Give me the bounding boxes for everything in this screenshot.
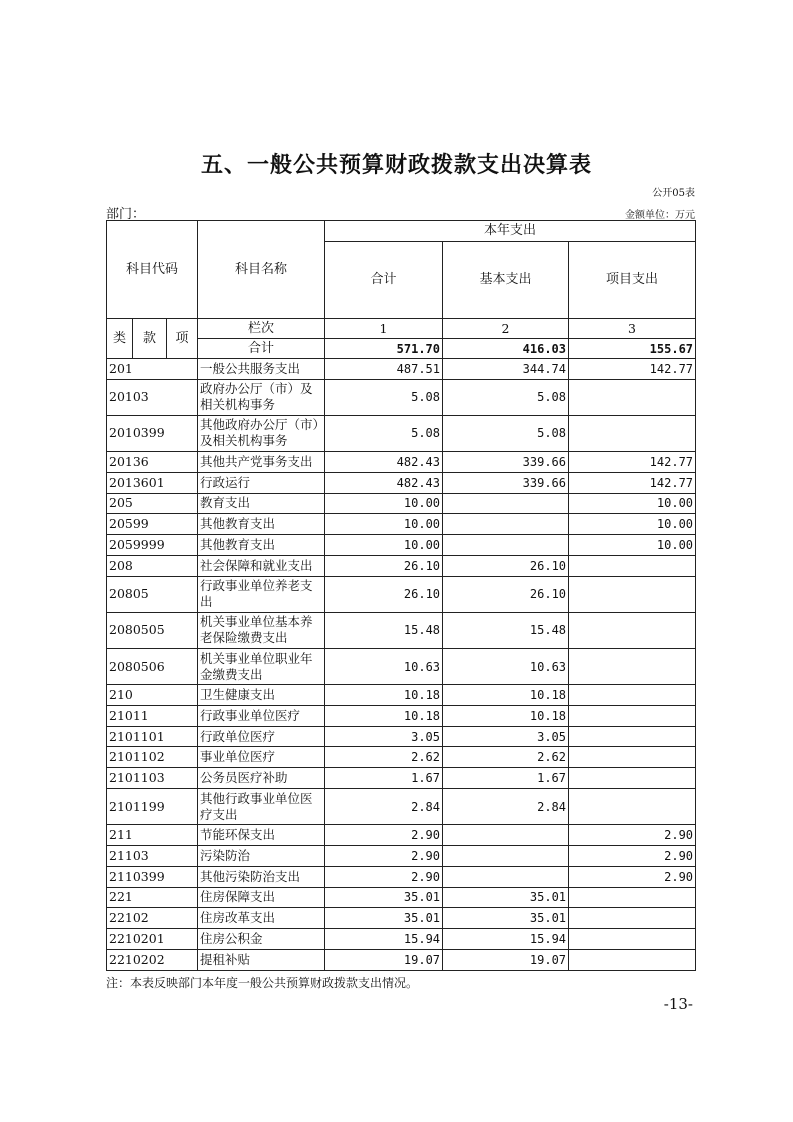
- table-row: [107, 514, 696, 535]
- header-current-year: 本年支出: [325, 221, 696, 242]
- row-name: 行政事业单位医疗: [198, 705, 325, 726]
- row-project: [569, 789, 696, 825]
- row-basic: 2.84: [443, 789, 569, 825]
- row-project: 2.90: [569, 866, 696, 887]
- row-total: 35.01: [325, 908, 443, 929]
- row-name: 提租补贴: [198, 949, 325, 970]
- header-lei: 类: [107, 319, 133, 359]
- row-name: 社会保障和就业支出: [198, 555, 325, 576]
- row-basic: [443, 845, 569, 866]
- table-row: [107, 379, 696, 415]
- row-total: 482.43: [325, 451, 443, 472]
- table-row: [107, 451, 696, 472]
- table-row: [107, 555, 696, 576]
- row-project: [569, 685, 696, 706]
- row-code: 201: [107, 359, 198, 380]
- row-name: 污染防治: [198, 845, 325, 866]
- row-project: [569, 576, 696, 612]
- row-total: 10.18: [325, 685, 443, 706]
- row-code: 2080505: [107, 612, 198, 648]
- row-name: 行政事业单位养老支出: [198, 576, 325, 612]
- header-xiang: 项: [167, 319, 198, 359]
- row-project: [569, 768, 696, 789]
- page-title: 五、一般公共预算财政拨款支出决算表: [200, 152, 592, 178]
- row-total: 10.00: [325, 514, 443, 535]
- row-name: 其他教育支出: [198, 535, 325, 556]
- table-row: [107, 789, 696, 825]
- totals-project: 155.67: [569, 339, 696, 359]
- row-total: 5.08: [325, 415, 443, 451]
- row-total: 15.48: [325, 612, 443, 648]
- table-row: [107, 359, 696, 380]
- table-row: [107, 908, 696, 929]
- row-basic: 26.10: [443, 555, 569, 576]
- row-code: 2101199: [107, 789, 198, 825]
- row-project: [569, 949, 696, 970]
- row-total: 26.10: [325, 576, 443, 612]
- row-name: 机关事业单位基本养老保险缴费支出: [198, 612, 325, 648]
- table-row: [107, 929, 696, 950]
- col-number-2: 2: [443, 319, 569, 339]
- row-total: 35.01: [325, 887, 443, 908]
- row-total: 5.08: [325, 379, 443, 415]
- totals-label: 合计: [198, 339, 325, 359]
- table-row: [107, 576, 696, 612]
- row-code: 2210201: [107, 929, 198, 950]
- row-code: 211: [107, 825, 198, 846]
- row-basic: 15.48: [443, 612, 569, 648]
- header-column-order: 栏次: [198, 319, 325, 339]
- table-row: [107, 726, 696, 747]
- footnote: 注：本表反映部门本年度一般公共预算财政拨款支出情况。: [106, 976, 419, 990]
- row-total: 482.43: [325, 472, 443, 493]
- table-row: [107, 535, 696, 556]
- row-total: 10.63: [325, 648, 443, 684]
- row-name: 其他污染防治支出: [198, 866, 325, 887]
- row-name: 行政单位医疗: [198, 726, 325, 747]
- row-project: [569, 379, 696, 415]
- row-project: [569, 648, 696, 684]
- row-code: 20599: [107, 514, 198, 535]
- header-code: 科目代码: [107, 221, 198, 319]
- row-project: [569, 726, 696, 747]
- row-project: 142.77: [569, 472, 696, 493]
- row-code: 21011: [107, 705, 198, 726]
- row-name: 其他共产党事务支出: [198, 451, 325, 472]
- table-row: [107, 612, 696, 648]
- row-name: 其他教育支出: [198, 514, 325, 535]
- row-name: 住房公积金: [198, 929, 325, 950]
- row-code: 20103: [107, 379, 198, 415]
- row-project: 2.90: [569, 845, 696, 866]
- row-code: 2010399: [107, 415, 198, 451]
- row-basic: 26.10: [443, 576, 569, 612]
- row-code: 2101101: [107, 726, 198, 747]
- row-project: [569, 415, 696, 451]
- row-code: 205: [107, 493, 198, 514]
- table-row: [107, 887, 696, 908]
- row-name: 其他行政事业单位医疗支出: [198, 789, 325, 825]
- row-total: 1.67: [325, 768, 443, 789]
- row-total: 487.51: [325, 359, 443, 380]
- row-code: 208: [107, 555, 198, 576]
- row-project: [569, 887, 696, 908]
- row-basic: 15.94: [443, 929, 569, 950]
- row-total: 10.00: [325, 535, 443, 556]
- row-project: 10.00: [569, 493, 696, 514]
- row-code: 20805: [107, 576, 198, 612]
- row-project: [569, 929, 696, 950]
- table-row: [107, 949, 696, 970]
- table-row: [107, 685, 696, 706]
- department-label: 部门：: [106, 207, 146, 222]
- header-basic: 基本支出: [443, 242, 569, 319]
- row-code: 2101102: [107, 747, 198, 768]
- row-total: 10.18: [325, 705, 443, 726]
- row-code: 22102: [107, 908, 198, 929]
- row-code: 221: [107, 887, 198, 908]
- expenditure-table: [106, 220, 696, 971]
- row-total: 2.90: [325, 866, 443, 887]
- row-name: 其他政府办公厅（市）及相关机构事务: [198, 415, 325, 451]
- row-basic: 2.62: [443, 747, 569, 768]
- row-basic: [443, 825, 569, 846]
- row-basic: 35.01: [443, 887, 569, 908]
- row-project: [569, 747, 696, 768]
- row-project: [569, 555, 696, 576]
- row-basic: 339.66: [443, 472, 569, 493]
- row-basic: [443, 866, 569, 887]
- row-code: 210: [107, 685, 198, 706]
- unit-label: 金额单位：万元: [625, 210, 695, 221]
- row-name: 住房改革支出: [198, 908, 325, 929]
- table-row: [107, 845, 696, 866]
- row-code: 2110399: [107, 866, 198, 887]
- row-total: 3.05: [325, 726, 443, 747]
- table-row: [107, 768, 696, 789]
- row-name: 教育支出: [198, 493, 325, 514]
- row-project: 142.77: [569, 451, 696, 472]
- header-project: 项目支出: [569, 242, 696, 319]
- row-project: [569, 612, 696, 648]
- header-name: 科目名称: [198, 221, 325, 319]
- table-row: [107, 825, 696, 846]
- row-basic: 339.66: [443, 451, 569, 472]
- row-name: 节能环保支出: [198, 825, 325, 846]
- table-row: [107, 648, 696, 684]
- row-name: 公务员医疗补助: [198, 768, 325, 789]
- row-name: 住房保障支出: [198, 887, 325, 908]
- row-basic: 5.08: [443, 379, 569, 415]
- row-total: 15.94: [325, 929, 443, 950]
- col-number-1: 1: [325, 319, 443, 339]
- row-code: 2059999: [107, 535, 198, 556]
- row-name: 卫生健康支出: [198, 685, 325, 706]
- totals-basic: 416.03: [443, 339, 569, 359]
- table-row: [107, 415, 696, 451]
- form-number: 公开05表: [652, 188, 695, 199]
- row-name: 机关事业单位职业年金缴费支出: [198, 648, 325, 684]
- header-total: 合计: [325, 242, 443, 319]
- row-name: 一般公共服务支出: [198, 359, 325, 380]
- table-row: [107, 472, 696, 493]
- row-basic: 1.67: [443, 768, 569, 789]
- row-code: 2101103: [107, 768, 198, 789]
- row-basic: 3.05: [443, 726, 569, 747]
- row-total: 10.00: [325, 493, 443, 514]
- row-total: 2.90: [325, 825, 443, 846]
- row-basic: 35.01: [443, 908, 569, 929]
- row-basic: [443, 514, 569, 535]
- row-basic: 5.08: [443, 415, 569, 451]
- col-number-3: 3: [569, 319, 696, 339]
- row-total: 19.07: [325, 949, 443, 970]
- row-basic: 10.18: [443, 685, 569, 706]
- row-project: 10.00: [569, 514, 696, 535]
- row-code: 20136: [107, 451, 198, 472]
- row-project: [569, 908, 696, 929]
- row-total: 2.84: [325, 789, 443, 825]
- row-name: 事业单位医疗: [198, 747, 325, 768]
- row-basic: 10.18: [443, 705, 569, 726]
- row-total: 26.10: [325, 555, 443, 576]
- table-row: [107, 866, 696, 887]
- row-name: 行政运行: [198, 472, 325, 493]
- row-project: 2.90: [569, 825, 696, 846]
- row-project: 142.77: [569, 359, 696, 380]
- row-basic: 10.63: [443, 648, 569, 684]
- table-row: [107, 705, 696, 726]
- row-total: 2.90: [325, 845, 443, 866]
- row-total: 2.62: [325, 747, 443, 768]
- totals-total: 571.70: [325, 339, 443, 359]
- row-code: 2013601: [107, 472, 198, 493]
- row-project: 10.00: [569, 535, 696, 556]
- row-code: 21103: [107, 845, 198, 866]
- row-basic: 344.74: [443, 359, 569, 380]
- table-row: [107, 493, 696, 514]
- row-name: 政府办公厅（市）及相关机构事务: [198, 379, 325, 415]
- table-row: [107, 747, 696, 768]
- row-code: 2210202: [107, 949, 198, 970]
- row-code: 2080506: [107, 648, 198, 684]
- row-project: [569, 705, 696, 726]
- row-basic: 19.07: [443, 949, 569, 970]
- row-basic: [443, 535, 569, 556]
- row-basic: [443, 493, 569, 514]
- header-kuan: 款: [133, 319, 167, 359]
- page-number: -13-: [663, 995, 693, 1013]
